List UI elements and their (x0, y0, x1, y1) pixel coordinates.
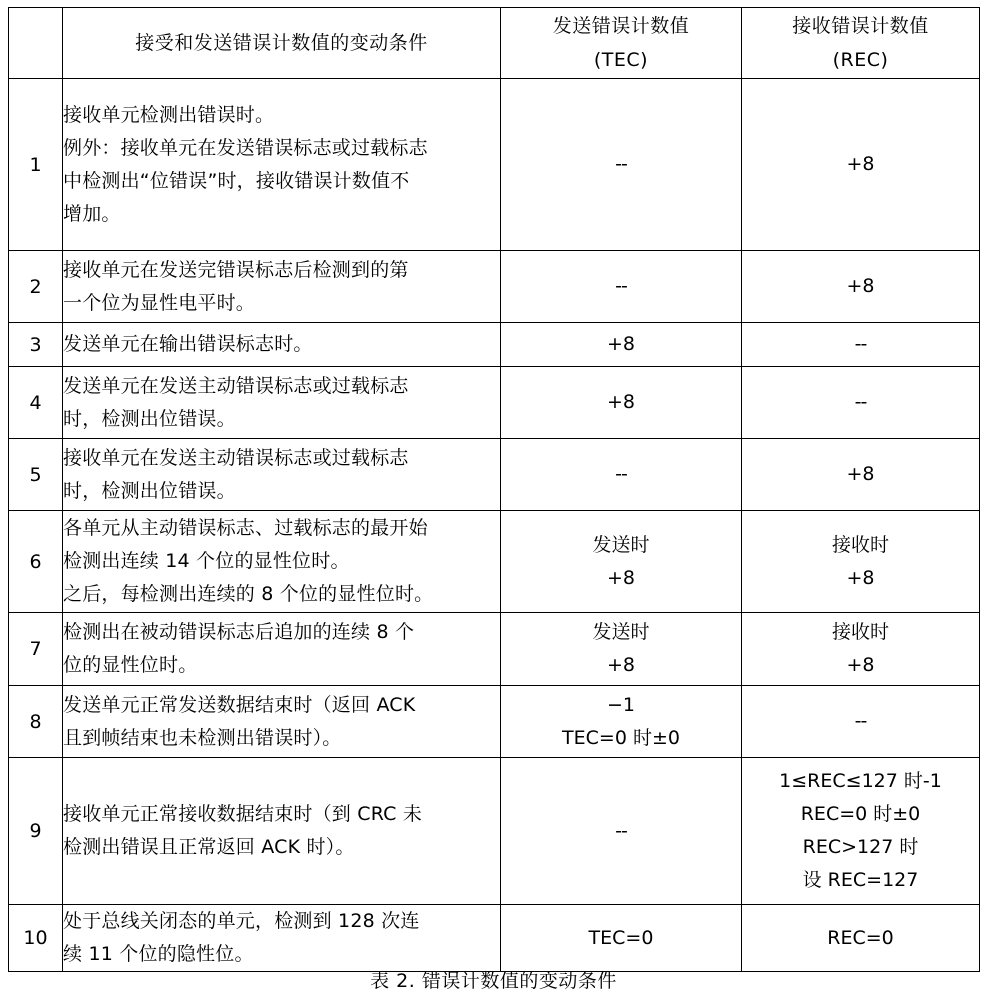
rec-value-cell-line: REC>127 时 (802, 836, 919, 858)
condition-cell (63, 251, 501, 323)
row-index-cell: 5 (9, 439, 63, 511)
condition-cell-line: 检测出错误且正常返回 ACK 时）。 (63, 836, 355, 858)
rec-value-cell (742, 367, 980, 439)
table-body (9, 79, 980, 972)
error-counter-table (8, 7, 980, 972)
rec-value-cell (742, 79, 980, 251)
rec-value-cell (742, 758, 980, 905)
error-counter-table-container (8, 7, 979, 972)
condition-cell-line: 例外：接收单元在发送错误标志或过载标志 (63, 136, 428, 159)
table-row (9, 251, 980, 323)
condition-cell-line: 接收单元在发送主动错误标志或过载标志 (63, 446, 409, 469)
row-index-cell: 9 (9, 758, 63, 905)
rec-value-cell (742, 905, 980, 972)
condition-cell (63, 511, 501, 613)
tec-value-cell-line: TEC=0 (588, 926, 654, 949)
tec-value-cell-line: +8 (606, 333, 635, 355)
row-index-cell: 3 (9, 323, 63, 367)
tec-value-cell-line: TEC=0 时±0 (562, 726, 680, 749)
condition-cell-line: 时，检测出位错误。 (63, 407, 236, 430)
condition-cell-line: 检测出连续 14 个位的显性位时。 (63, 550, 350, 572)
condition-cell-line: 接收单元在发送完错误标志后检测到的第 (63, 258, 409, 281)
rec-value-cell-line: REC=0 时±0 (800, 803, 921, 825)
tec-value-cell-line: 发送时 (592, 533, 650, 556)
condition-cell (63, 686, 501, 758)
rec-value-cell-line: 接收时 (831, 533, 889, 556)
tec-value-cell-line: -- (615, 463, 627, 485)
condition-cell-line: 一个位为显性电平时。 (63, 291, 256, 314)
condition-cell-line: 之后，每检测出连续的 8 个位的显性位时。 (63, 583, 434, 605)
table-row (9, 439, 980, 511)
condition-cell (63, 367, 501, 439)
tec-value-cell-line: -- (615, 819, 627, 842)
row-index-cell: 10 (9, 905, 63, 972)
rec-value-cell-line: +8 (846, 275, 875, 297)
rec-value-cell-line: -- (854, 710, 867, 732)
rec-value-cell (742, 439, 980, 511)
row-index-cell: 4 (9, 367, 63, 439)
condition-cell-line: 增加。 (63, 202, 121, 225)
condition-cell-line: 检测出在被动错误标志后追加的连续 8 个 (63, 621, 415, 643)
tec-value-cell-line: -- (615, 153, 627, 175)
row-index-cell: 2 (9, 251, 63, 323)
condition-cell-line: 位的显性位时。 (63, 654, 198, 676)
rec-value-cell (742, 511, 980, 613)
condition-cell (63, 758, 501, 905)
rec-value-cell-line: +8 (846, 566, 875, 589)
table-row (9, 511, 980, 613)
table-row (9, 323, 980, 367)
table-caption: 表 2. 错误计数值的变动条件 (370, 970, 617, 992)
header-cell-rec (742, 8, 980, 79)
header-tec-label: 发送错误计数值 (552, 15, 690, 37)
condition-cell-line: 处于总线关闭态的单元，检测到 128 次连 (63, 910, 420, 932)
rec-value-cell-line: 接收时 (831, 621, 889, 643)
condition-cell-line: 接收单元检测出错误时。 (63, 103, 275, 126)
rec-value-cell-line: +8 (846, 153, 875, 175)
header-tec-abbrev: (TEC) (593, 49, 649, 71)
tec-value-cell-line: -- (615, 275, 627, 297)
header-cell-condition (63, 8, 501, 79)
condition-cell-line: 且到帧结束也未检测出错误时）。 (63, 726, 342, 749)
tec-value-cell-line: +8 (606, 654, 635, 676)
tec-value-cell-line: +8 (606, 391, 635, 413)
tec-value-cell-line: +8 (606, 566, 635, 589)
header-cell-index (9, 8, 63, 79)
tec-value-cell (501, 439, 742, 511)
tec-value-cell (501, 905, 742, 972)
condition-cell (63, 905, 501, 972)
condition-cell (63, 79, 501, 251)
condition-cell-line: 时，检测出位错误。 (63, 479, 236, 502)
condition-cell (63, 613, 501, 686)
row-index-cell: 1 (9, 79, 63, 251)
table-row (9, 79, 980, 251)
tec-value-cell (501, 367, 742, 439)
condition-cell-line: 发送单元正常发送数据结束时（返回 ACK (63, 693, 416, 716)
condition-cell-line: 续 11 个位的隐性位。 (63, 943, 254, 965)
table-header (9, 8, 980, 79)
condition-cell-line: 发送单元在发送主动错误标志或过载标志 (63, 374, 409, 397)
header-rec-abbrev: (REC) (832, 49, 889, 71)
rec-value-cell (742, 251, 980, 323)
condition-cell (63, 323, 501, 367)
tec-value-cell (501, 511, 742, 613)
condition-cell-line: 中检测出“位错误”时，接收错误计数值不 (63, 169, 410, 192)
tec-value-cell (501, 613, 742, 686)
tec-value-cell (501, 758, 742, 905)
condition-cell-line: 接收单元正常接收数据结束时（到 CRC 未 (63, 803, 423, 825)
tec-value-cell (501, 79, 742, 251)
rec-value-cell (742, 686, 980, 758)
table-row (9, 686, 980, 758)
condition-cell-line: 各单元从主动错误标志、过载标志的最开始 (63, 517, 428, 539)
rec-value-cell-line: REC=0 (827, 926, 894, 949)
tec-value-cell (501, 251, 742, 323)
condition-cell (63, 439, 501, 511)
rec-value-cell-line: -- (854, 333, 867, 355)
rec-value-cell-line: 设 REC=127 (802, 869, 919, 891)
header-rec-label: 接收错误计数值 (792, 15, 929, 37)
row-index-cell: 8 (9, 686, 63, 758)
table-row (9, 905, 980, 972)
rec-value-cell (742, 613, 980, 686)
rec-value-cell-line: +8 (846, 654, 875, 676)
table-row (9, 758, 980, 905)
header-cell-tec (501, 8, 742, 79)
table-row (9, 613, 980, 686)
condition-cell-line: 发送单元在输出错误标志时。 (63, 333, 313, 355)
tec-value-cell-line: −1 (606, 693, 635, 716)
rec-value-cell-line: +8 (846, 463, 875, 485)
row-index-cell: 6 (9, 511, 63, 613)
row-index-cell: 7 (9, 613, 63, 686)
rec-value-cell-line: -- (854, 391, 867, 413)
table-header-row (9, 8, 980, 79)
tec-value-cell (501, 323, 742, 367)
header-condition-label: 接受和发送错误计数值的变动条件 (135, 32, 428, 54)
tec-value-cell (501, 686, 742, 758)
rec-value-cell-line: 1≤REC≤127 时-1 (779, 770, 942, 792)
tec-value-cell-line: 发送时 (592, 621, 650, 643)
table-row (9, 367, 980, 439)
rec-value-cell (742, 323, 980, 367)
